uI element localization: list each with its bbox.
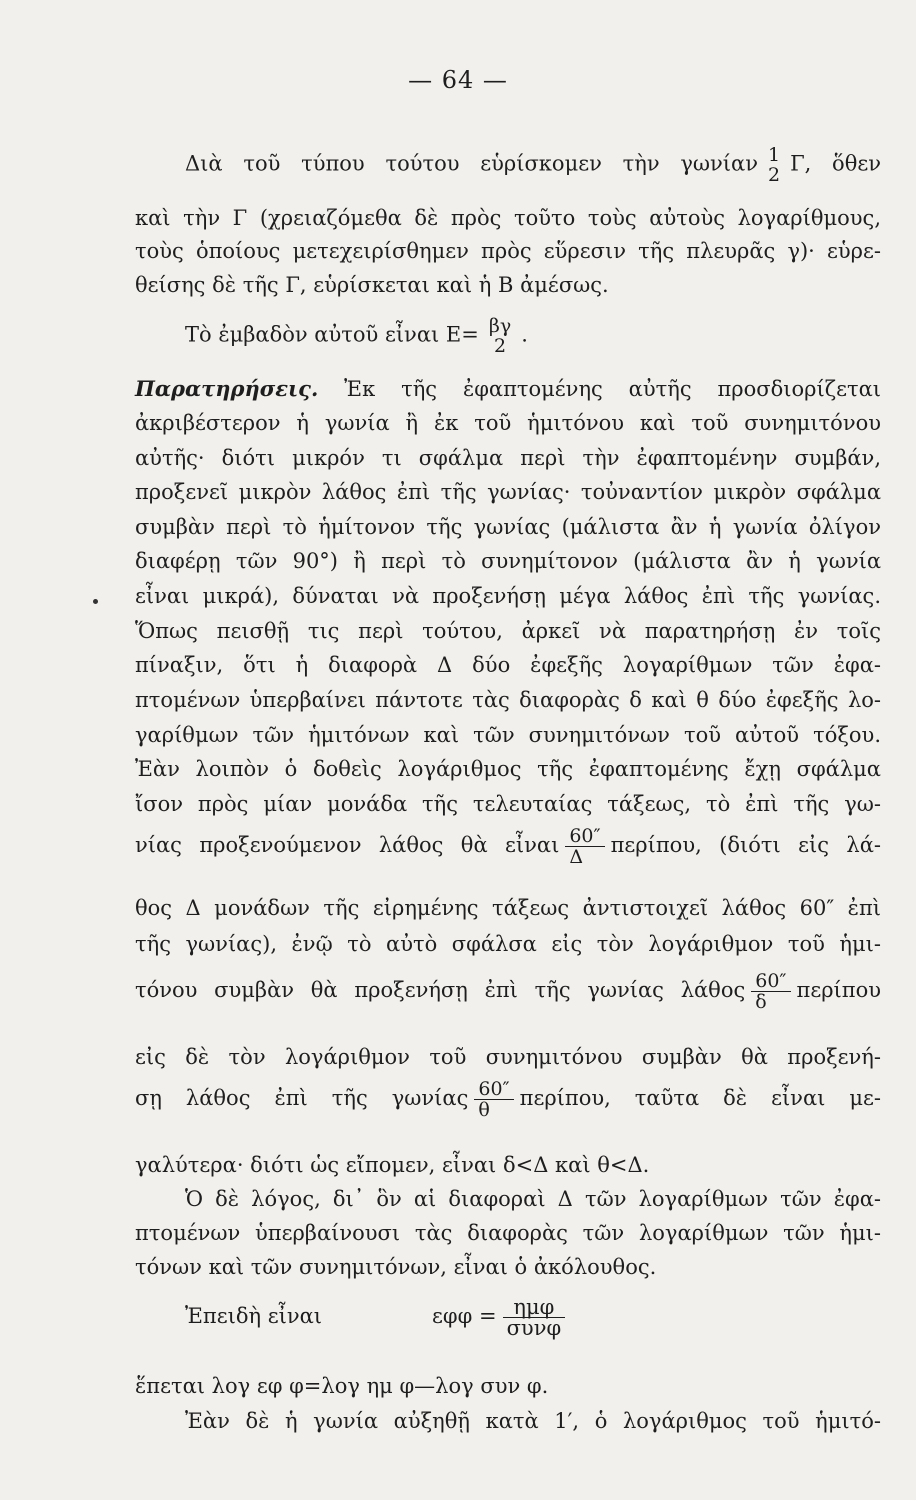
text-line: καὶ τὴν Γ (χρειαζόμεθα δὲ πρὸς τοῦτο τοὺς αὐτοὺς λογαρίθμους,	[135, 206, 881, 230]
text-line: αὐτῆς· διότι μικρόν τι σφάλμα περὶ τὴν ἐφαπτομένην συμβάν,	[135, 446, 881, 470]
text-line: Ἐὰν δὲ ἡ γωνία αὐξηθῇ κατὰ 1′, ὁ λογάριθμος τοῦ ἡμιτό-	[185, 1409, 881, 1433]
line-text: περίπου, ταῦτα δὲ εἶναι με-	[519, 1086, 881, 1110]
fraction: $\frac{60''}{\delta}$	[751, 971, 790, 1012]
text-line	[185, 316, 881, 356]
fraction: $\frac{60''}{\Delta}$	[565, 826, 604, 867]
text-line: διαφέρῃ τῶν 90°) ἢ περὶ τὸ συνημίτονον (μάλιστα ἂν ἡ γωνία	[135, 549, 881, 573]
line-text: Γ, ὅθεν	[790, 151, 881, 176]
line-text: Ἐπειδὴ εἶναι	[185, 1304, 323, 1328]
text-line: Ἐὰν λοιπὸν ὁ δοθεὶς λογάριθμος τῆς ἐφαπτομένης ἔχῃ σφάλμα	[135, 757, 881, 781]
text-line	[135, 971, 881, 1012]
text-line: Ὁ δὲ λόγος, δι᾽ ὃν αἱ διαφοραὶ Δ τῶν λογαρίθμων τῶν ἐφα-	[185, 1187, 881, 1211]
text-line: συμβὰν περὶ τὸ ἡμίτονον τῆς γωνίας (μάλιστα ἂν ἡ γωνία ὀλίγον	[135, 515, 881, 539]
text-line: τοὺς ὁποίους μετεχειρίσθημεν πρὸς εὕρεσιν τῆς πλευρᾶς γ)· εὑρε-	[135, 239, 881, 263]
text-line: πίναξιν, ὅτι ἡ διαφορὰ Δ δύο ἐφεξῆς λογαρίθμων τῶν ἐφα-	[135, 653, 881, 677]
margin-mark	[93, 599, 98, 604]
text-line: ἕπεται λογ εφ φ=λογ ημ φ—λογ συν φ.	[135, 1374, 549, 1398]
text-line	[135, 374, 881, 404]
text-line: πτομένων ὑπερβαίνει πάντοτε τὰς διαφορὰς δ καὶ θ δύο ἐφεξῆς λο-	[135, 688, 881, 712]
text-line: προξενεῖ μικρὸν λάθος ἐπὶ τῆς γωνίας· τοὐναντίον μικρὸν σφάλμα	[135, 480, 881, 504]
equation-lhs: εφφ =	[432, 1304, 497, 1328]
text-line: γαρίθμων τῶν ἡμιτόνων καὶ τῶν συνημιτόνων τοῦ αὐτοῦ τόξου.	[135, 723, 881, 747]
text-line	[185, 1297, 881, 1338]
text-line: τόνων καὶ τῶν συνημιτόνων, εἶναι ὁ ἀκόλουθος.	[135, 1255, 657, 1279]
line-text: Ἐκ τῆς ἐφαπτομένης αὐτῆς προσδιορίζεται	[344, 377, 881, 401]
line-text: νίας προξενούμενον λάθος θὰ εἶναι	[135, 833, 560, 857]
line-text: περίπου	[796, 978, 881, 1002]
text-line: τῆς γωνίας), ἐνῷ τὸ αὐτὸ σφάλσα εἰς τὸν λογάριθμον τοῦ ἡμι-	[135, 932, 881, 956]
fraction: 1 2	[767, 144, 781, 186]
line-text: σῃ λάθος ἐπὶ τῆς γωνίας	[135, 1086, 469, 1110]
text-line	[135, 826, 881, 867]
fraction: $\frac{\text{ημφ}}{\text{συνφ}}$	[503, 1297, 566, 1338]
text-line: Ὅπως πεισθῇ τις περὶ τούτου, ἀρκεῖ νὰ παρατηρήσῃ ἐν τοῖς	[135, 619, 881, 643]
page-number: — 64 —	[408, 66, 508, 94]
text-line: θείσης δὲ τῆς Γ, εὑρίσκεται καὶ ἡ Β ἀμέσως.	[135, 273, 609, 297]
line-text: περίπου, (διότι εἰς λά-	[610, 833, 881, 857]
section-heading: Παρατηρήσεις.	[135, 376, 319, 401]
text-line: πτομένων ὑπερβαίνουσι τὰς διαφορὰς τῶν λογαρίθμων τῶν ἡμι-	[135, 1221, 881, 1245]
text-line: εἶναι μικρά), δύναται νὰ προξενήσῃ μέγα λάθος ἐπὶ τῆς γωνίας.	[135, 584, 881, 608]
line-text: Τὸ ἐμβαδὸν αὐτοῦ εἶναι Ε=	[185, 322, 479, 347]
fraction: $\frac{60''}{\theta}$	[474, 1079, 513, 1120]
fraction: βγ 2	[488, 315, 512, 357]
text-line: θος Δ μονάδων τῆς εἰρημένης τάξεως ἀντιστοιχεῖ λάθος 60″ ἐπὶ	[135, 896, 881, 920]
text-line: γαλύτερα· διότι ὡς εἴπομεν, εἶναι δ<Δ καὶ θ<Δ.	[135, 1153, 650, 1177]
text-line: ἴσον πρὸς μίαν μονάδα τῆς τελευταίας τάξεως, τὸ ἐπὶ τῆς γω-	[135, 792, 881, 816]
text-line	[135, 1079, 881, 1120]
line-text: τόνου συμβὰν θὰ προξενήσῃ ἐπὶ τῆς γωνίας λάθος	[135, 978, 746, 1002]
text-line	[185, 145, 881, 185]
line-text: Διὰ τοῦ τύπου τούτου εὑρίσκομεν τὴν γωνίαν	[185, 151, 758, 176]
line-text: .	[521, 322, 528, 347]
text-line: ἀκριβέστερον ἡ γωνία ἢ ἐκ τοῦ ἡμιτόνου καὶ τοῦ συνημιτόνου	[135, 411, 881, 435]
text-line: εἰς δὲ τὸν λογάριθμον τοῦ συνημιτόνου συμβὰν θὰ προξενή-	[135, 1045, 881, 1069]
